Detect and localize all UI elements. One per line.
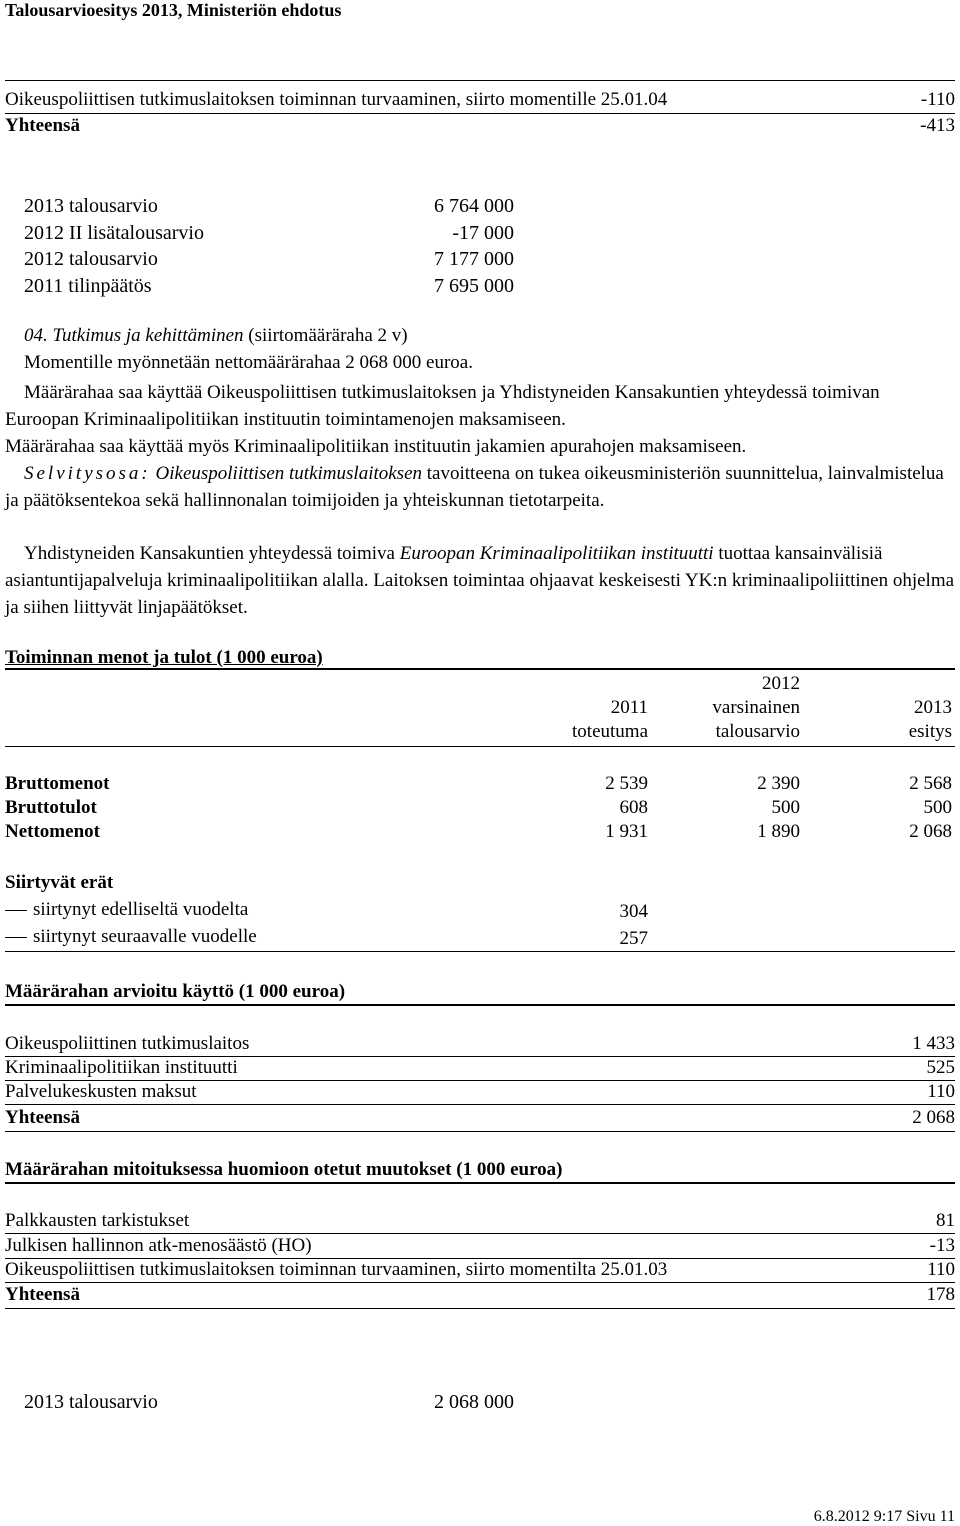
budget-summary-label: 2013 talousarvio (24, 195, 158, 217)
top-total-value: -413 (920, 115, 955, 136)
table1-row-value-2013: 2 568 (909, 773, 952, 794)
table2-row-value: 525 (926, 1057, 955, 1078)
table1-top-rule (5, 668, 955, 670)
table1-row-label: Nettomenot (5, 821, 100, 842)
table2-total-label: Yhteensä (5, 1107, 80, 1128)
table1-col3-header-year: 2013 (914, 697, 952, 718)
budget-summary-label: 2012 II lisätalousarvio (24, 222, 204, 244)
table3-total-value: 178 (926, 1284, 955, 1305)
final-summary-label: 2013 talousarvio (24, 1391, 158, 1413)
table3-row-label: Oikeuspoliittisen tutkimuslaitoksen toiminnan turvaaminen, siirto momentilta 25.01.03 (5, 1259, 668, 1280)
table1-col1-header-year: 2011 (610, 697, 648, 718)
budget-summary-label: 2011 tilinpäätös (24, 275, 152, 297)
table3-row-value: 110 (927, 1259, 955, 1280)
section-paragraph-2 (5, 433, 955, 460)
table1-row-label: Bruttomenot (5, 773, 110, 794)
table3-title: Määrärahan mitoituksessa huomioon otetut muutokset (1 000 euroa) (5, 1159, 563, 1180)
table3-row-label: Palkkausten tarkistukset (5, 1210, 190, 1231)
budget-summary-value: 7 177 000 (434, 248, 514, 270)
table2-row-label: Palvelukeskusten maksut (5, 1081, 197, 1102)
table1-header-rule (5, 746, 955, 747)
table2-top-rule (5, 1004, 955, 1006)
table1-row-value-2012: 2 390 (757, 773, 800, 794)
top-row-label: Oikeuspoliittisen tutkimuslaitoksen toiminnan turvaaminen, siirto momentille 25.01.04 (5, 89, 668, 110)
page-footer: 6.8.2012 9:17 Sivu 11 (813, 1508, 955, 1525)
table1-bottom-rule (5, 951, 955, 952)
siirtyvat-label: Siirtyvät erät (5, 872, 114, 893)
siirtyvat-row (5, 899, 248, 922)
paragraph-3-italic: Oikeuspoliittisen tutkimuslaitoksen (155, 463, 423, 484)
budget-summary-value: 7 695 000 (434, 275, 514, 297)
row-divider (5, 1104, 955, 1105)
paragraph-4-italic: Euroopan Kriminaalipolitiikan instituutti (399, 543, 714, 564)
selvitysosa-label: Selvitysosa: (24, 463, 151, 484)
paragraph-4-text: tuottaa kansainvälisiä asiantuntijapalveluja kriminaalipolitiikan alalla. Laitoksen toimintaa ohjaavat keskeisesti YK:n kriminaalipoliittinen ohjelma ja siihen liittyvät linjapäätökset. (5, 543, 955, 618)
siirtyvat-row-value: 304 (619, 901, 648, 922)
header-divider (5, 80, 955, 81)
section-paragraph-4 (5, 540, 955, 621)
table1-col2-header-type: varsinainen (712, 697, 800, 718)
table1-row-value-2011: 1 931 (605, 821, 648, 842)
row-divider (5, 113, 955, 114)
page-header-title: Talousarvioesitys 2013, Ministeriön ehdotus (5, 0, 342, 20)
siirtyvat-row-label: siirtynyt edelliseltä vuodelta (33, 899, 249, 920)
table1-row-value-2013: 2 068 (909, 821, 952, 842)
table1-row-value-2011: 608 (619, 797, 648, 818)
table1-row-value-2012: 500 (771, 797, 800, 818)
section-title: Tutkimus ja kehittäminen (52, 325, 244, 346)
table2-row-label: Kriminaalipolitiikan instituutti (5, 1057, 238, 1078)
paragraph-2-text: Määrärahaa saa käyttää myös Kriminaalipolitiikan instituutin jakamien apurahojen maksamiseen. (5, 436, 747, 457)
table2-row-label: Oikeuspoliittinen tutkimuslaitos (5, 1033, 250, 1054)
section-suffix: (siirtomääräraha 2 v) (248, 325, 408, 346)
siirtyvat-row (5, 926, 257, 949)
top-row-value: -110 (920, 89, 955, 110)
section-number: 04. (24, 325, 48, 346)
final-summary-value: 2 068 000 (434, 1391, 514, 1413)
section-line1: Momentille myönnetään nettomäärärahaa 2 068 000 euroa. (24, 352, 473, 373)
table2-row-value: 110 (927, 1081, 955, 1102)
paragraph-1-text: Määrärahaa saa käyttää Oikeuspoliittisen tutkimuslaitoksen ja Yhdistyneiden Kansakuntien yhteydessä toimivan Euroopan Kriminaalipolitiikan instituutin toimintamenojen maksamiseen. (5, 382, 880, 430)
table3-bottom-rule (5, 1308, 955, 1309)
budget-summary-value: 6 764 000 (434, 195, 514, 217)
table3-total-label: Yhteensä (5, 1284, 80, 1305)
table1-title: Toiminnan menot ja tulot (1 000 euroa) (5, 647, 323, 668)
dash-marker (5, 910, 27, 911)
table3-top-rule (5, 1182, 955, 1184)
dash-marker (5, 937, 27, 938)
siirtyvat-row-label: siirtynyt seuraavalle vuodelle (33, 926, 257, 947)
table3-row-value: 81 (936, 1210, 955, 1231)
table1-row-value-2013: 500 (923, 797, 952, 818)
table1-col2-header-year: 2012 (762, 673, 800, 694)
table3-row-label: Julkisen hallinnon atk-menosäästö (HO) (5, 1235, 312, 1256)
table1-col1-header-label: toteutuma (572, 721, 648, 742)
table1-row-value-2012: 1 890 (757, 821, 800, 842)
paragraph-4-start: Yhdistyneiden Kansakuntien yhteydessä toimiva (24, 543, 395, 564)
section-paragraph-1 (5, 379, 955, 433)
table3-row-value: -13 (929, 1235, 955, 1256)
table2-total-value: 2 068 (912, 1107, 955, 1128)
section-paragraph-3 (5, 460, 955, 514)
budget-summary-value: -17 000 (452, 222, 514, 244)
table2-row-value: 1 433 (912, 1033, 955, 1054)
table1-col2-header-label: talousarvio (715, 721, 800, 742)
table2-bottom-rule (5, 1131, 955, 1132)
table1-row-value-2011: 2 539 (605, 773, 648, 794)
row-divider (5, 1233, 955, 1234)
table2-title: Määrärahan arvioitu käyttö (1 000 euroa) (5, 981, 346, 1002)
siirtyvat-row-value: 257 (619, 928, 648, 949)
budget-summary-label: 2012 talousarvio (24, 248, 158, 270)
row-divider (5, 1282, 955, 1283)
top-total-label: Yhteensä (5, 115, 80, 136)
table1-col3-header-label: esitys (908, 721, 952, 742)
paragraph-3-text: tavoitteena on tukea oikeusministeriön suunnittelua, lainvalmistelua ja päätöksentekoa sekä hallinnonalan toimijoiden ja yhteiskunnan tietotarpeita. (5, 463, 944, 511)
section-heading (24, 325, 408, 348)
table1-row-label: Bruttotulot (5, 797, 97, 818)
